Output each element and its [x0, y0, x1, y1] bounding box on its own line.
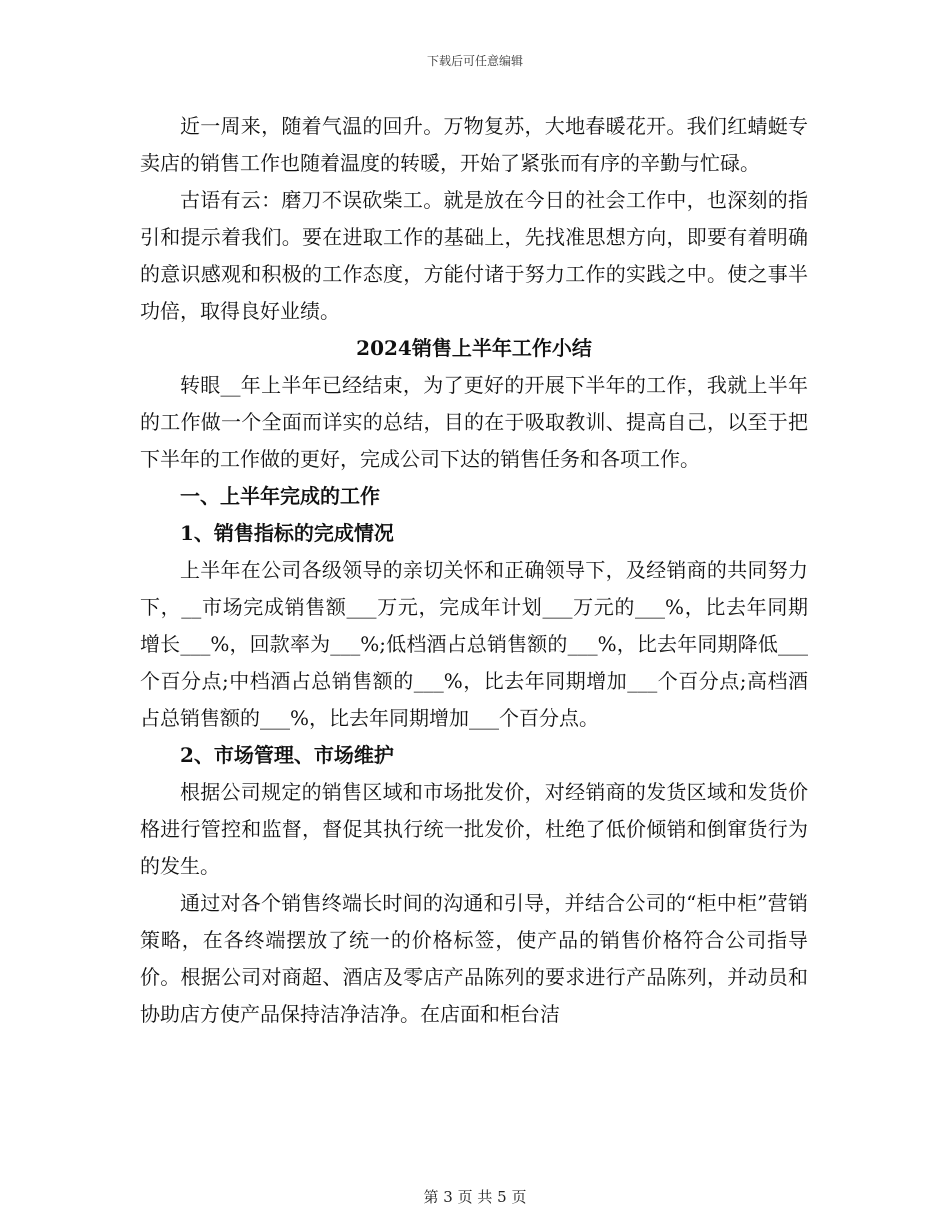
subsection-heading-2: 2、市场管理、市场维护 [180, 743, 394, 767]
paragraph-summary-intro: 转眼__年上半年已经结束，为了更好的开展下半年的工作，我就上半年的工作做一个全面而详实的总结，目的在于吸取教训、提高自己，以至于把下半年的工作做的更好，完成公司下达的销售任务和各项工作。 [140, 373, 808, 471]
document-body [140, 108, 808, 1033]
paragraph-sales-targets: 上半年在公司各级领导的亲切关怀和正确领导下，及经销商的共同努力下，__市场完成销售额___万元，完成年计划___万元的___%，比去年同期增长___%，回款率为___%;低档酒占总销售额的___%，比去年同期降低___个百分点;中档酒占总销售额的___%，比去年同期增加___个百分点;高档酒占总销售额的___%，比去年同期增加___个百分点。 [140, 558, 808, 730]
paragraph-market-control: 根据公司规定的销售区域和市场批发价，对经销商的发货区域和发货价格进行管控和监督，督促其执行统一批发价，杜绝了低价倾销和倒窜货行为的发生。 [140, 780, 808, 878]
paragraph-proverb: 古语有云：磨刀不误砍柴工。就是放在今日的社会工作中，也深刻的指引和提示着我们。要在进取工作的基础上，先找准思想方向，即要有着明确的意识感观和积极的工作态度，方能付诸于努力工作的实践之中。使之事半功倍，取得良好业绩。 [140, 188, 808, 323]
section-heading-1: 一、上半年完成的工作 [180, 484, 380, 508]
paragraph-terminal-display: 通过对各个销售终端长时间的沟通和引导，并结合公司的“柜中柜”营销策略，在各终端摆放了统一的价格标签，使产品的销售价格符合公司指导价。根据公司对商超、酒店及零店产品陈列的要求进行产品陈列，并动员和协助店方使产品保持洁净洁净。在店面和柜台洁 [140, 891, 808, 1026]
document-title: 2024销售上半年工作小结 [356, 336, 592, 360]
paragraph-intro: 近一周来，随着气温的回升。万物复苏，大地春暖花开。我们红蜻蜓专卖店的销售工作也随着温度的转暖，开始了紧张而有序的辛勤与忙碌。 [140, 114, 808, 175]
subsection-heading-1: 1、销售指标的完成情况 [180, 521, 394, 545]
page-number: 第 3 页 共 5 页 [423, 1188, 527, 1206]
page-header: 下载后可任意编辑 [426, 54, 523, 68]
